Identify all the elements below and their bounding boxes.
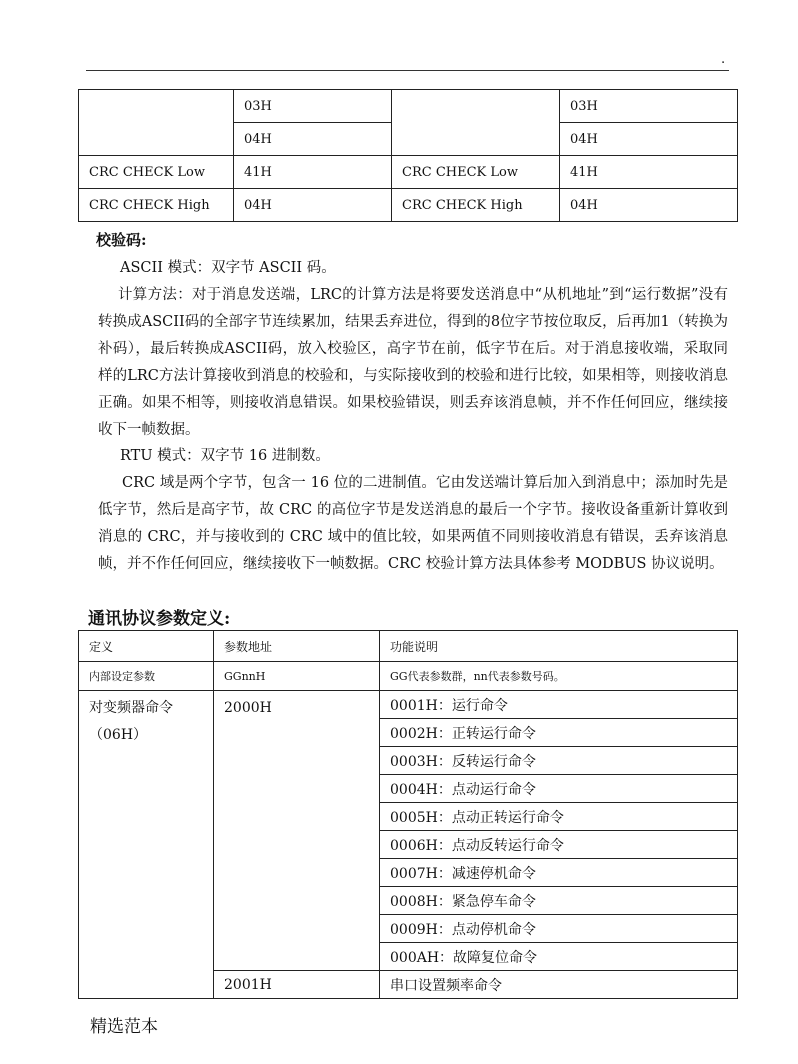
column-header-address: 参数地址 (214, 631, 380, 662)
ascii-paragraph: 计算方法：对于消息发送端，LRC的计算方法是将要发送消息中“从机地址”到“运行数据”没有转换成ASCII码的全部字节连续累加，结果丢弃进位，得到的8位字节按位取反，后再加1（转换为补码），最后转换成ASCII码，放入校验区，高字节在前，低字节在后。对于消息接收端，采取同样的LRC方法计算接收到消息的校验和，与实际接收到的校验和进行比较，如果相等，则接收消息正确。如果不相等，则接收消息错误。如果校验错误，则丢弃该消息帧，并不作任何回应，继续接收下一帧数据。 (98, 287, 728, 438)
params-heading: 通讯协议参数定义: (88, 609, 231, 629)
table-cell: 内部设定参数 (79, 662, 214, 691)
table-cell: GGnnH (214, 662, 380, 691)
command-item: 0001H：运行命令 (380, 691, 738, 719)
table-cell: 41H (560, 156, 738, 189)
table-cell: CRC CHECK Low (79, 156, 234, 189)
table-cell: CRC CHECK High (79, 189, 234, 222)
params-table (78, 630, 738, 999)
command-item: 000AH：故障复位命令 (380, 943, 738, 971)
table-cell: 03H (560, 90, 738, 123)
table-row (79, 691, 738, 719)
header-mark: . (721, 52, 726, 67)
table-cell: 04H (560, 189, 738, 222)
crc-frame-table (78, 89, 738, 222)
address-2000-cell: 2000H (214, 691, 380, 971)
command-item: 0009H：点动停机命令 (380, 915, 738, 943)
table-cell: CRC CHECK Low (392, 156, 560, 189)
table-cell: GG代表参数群，nn代表参数号码。 (380, 662, 738, 691)
column-header-function: 功能说明 (380, 631, 738, 662)
command-label: 对变频器命令 (89, 700, 173, 716)
table-row (79, 662, 738, 691)
command-item: 0008H：紧急停车命令 (380, 887, 738, 915)
table-cell: 04H (560, 123, 738, 156)
table-row (79, 90, 738, 123)
rtu-mode-line: RTU 模式：双字节 16 进制数。 (120, 448, 330, 464)
ascii-mode-line: ASCII 模式：双字节 ASCII 码。 (120, 260, 336, 276)
command-definition-cell (79, 691, 214, 999)
table-cell: 04H (234, 189, 392, 222)
command-code: （06H） (89, 727, 148, 743)
footer-text: 精选范本 (90, 1017, 158, 1037)
table-cell (392, 90, 560, 156)
header-rule (86, 70, 729, 71)
table-cell: 03H (234, 90, 392, 123)
table-cell (79, 90, 234, 156)
command-item: 0006H：点动反转运行命令 (380, 831, 738, 859)
table-cell: 04H (234, 123, 392, 156)
rtu-paragraph: CRC 域是两个字节，包含一 16 位的二进制值。它由发送端计算后加入到消息中；添加时先是低字节，然后是高字节，故 CRC 的高位字节是发送消息的最后一个字节。接收设备重新计算收到消息的 CRC，并与接收到的 CRC 域中的值比较，如果两值不同则接收消息有错误，丢弃该消息帧，并不作任何回应，继续接收下一帧数据。CRC 校验计算方法具体参考 MODBUS 协议说明。 (98, 475, 728, 572)
command-item: 0004H：点动运行命令 (380, 775, 738, 803)
table-cell: CRC CHECK High (392, 189, 560, 222)
table-row (79, 189, 738, 222)
checksum-heading: 校验码: (96, 231, 147, 249)
address-2001-cell: 2001H (214, 971, 380, 999)
command-item: 0002H：正转运行命令 (380, 719, 738, 747)
command-item: 0007H：减速停机命令 (380, 859, 738, 887)
command-item: 0003H：反转运行命令 (380, 747, 738, 775)
table-row (79, 156, 738, 189)
command-item: 0005H：点动正转运行命令 (380, 803, 738, 831)
table-cell: 41H (234, 156, 392, 189)
column-header-definition: 定义 (79, 631, 214, 662)
command-item: 串口设置频率命令 (380, 971, 738, 999)
table-header-row (79, 631, 738, 662)
